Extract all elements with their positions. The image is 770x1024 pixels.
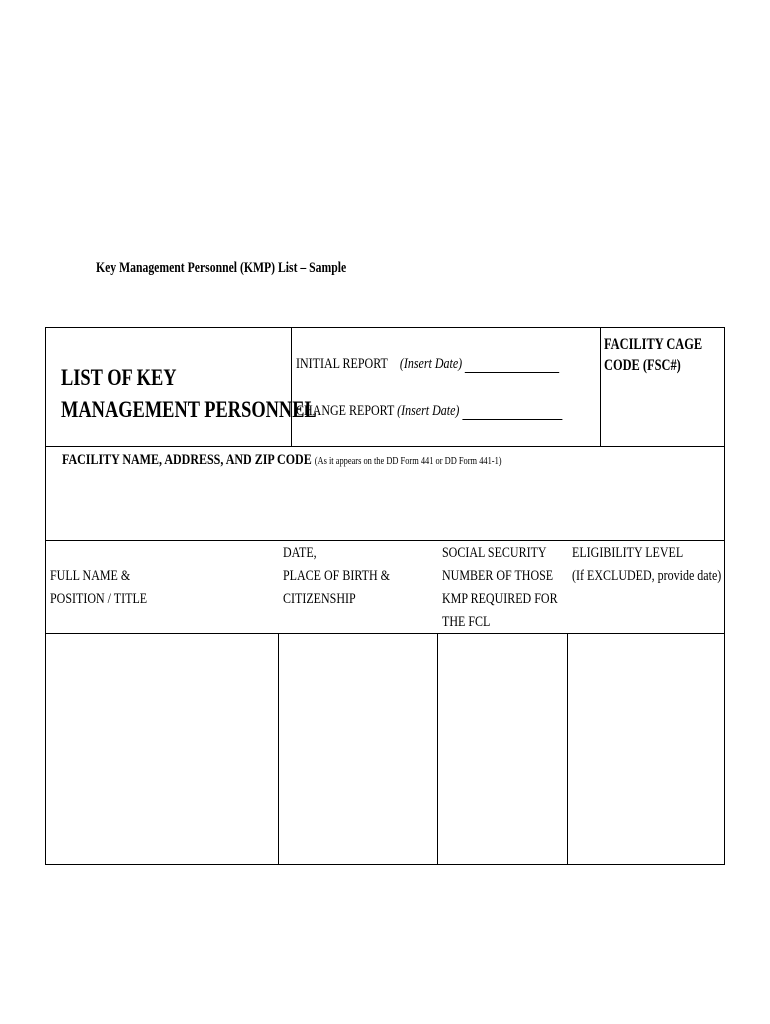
header-line: (If EXCLUDED, provide date) (572, 568, 722, 584)
header-line: SOCIAL SECURITY (442, 545, 547, 561)
kmp-form (45, 327, 725, 865)
document-caption: Key Management Personnel (KMP) List – Sample (96, 260, 347, 276)
change-report-label: CHANGE REPORT (296, 403, 395, 419)
change-date-field[interactable] (462, 407, 562, 420)
header-line: ELIGIBILITY LEVEL (572, 545, 684, 561)
column-header-ssn (442, 542, 586, 634)
facility-label-text: FACILITY NAME, ADDRESS, AND ZIP CODE (62, 452, 312, 468)
form-title-line-1: LIST OF KEY (61, 365, 177, 390)
facility-row[interactable] (46, 446, 724, 541)
form-title-line-2: MANAGEMENT PERSONNEL (61, 397, 317, 422)
header-line: POSITION / TITLE (50, 591, 148, 607)
header-line: KMP REQUIRED FOR (442, 591, 558, 607)
divider (600, 328, 601, 446)
facility-cage-code (604, 334, 727, 376)
form-header-row (46, 328, 724, 447)
facility-label (62, 452, 612, 469)
date-cell[interactable] (279, 633, 437, 864)
initial-date-field[interactable] (465, 360, 559, 373)
header-line: FULL NAME & (50, 568, 131, 584)
header-line: PLACE OF BIRTH & (283, 568, 390, 584)
header-line (50, 542, 147, 565)
column-header-row (46, 540, 724, 634)
initial-insert-date: (Insert Date) (399, 356, 463, 372)
header-line: DATE, (283, 545, 317, 561)
cage-label-line-2: CODE (FSC#) (604, 357, 681, 374)
initial-report-label: INITIAL REPORT (296, 356, 388, 372)
ssn-cell[interactable] (438, 633, 567, 864)
divider (291, 328, 292, 446)
name-cell[interactable] (46, 633, 278, 864)
header-line: NUMBER OF THOSE (442, 568, 554, 584)
column-header-name (50, 542, 171, 611)
change-insert-date: (Insert Date) (397, 403, 460, 419)
header-line: THE FCL (442, 614, 491, 630)
column-header-date (283, 542, 417, 611)
facility-note: (As it appears on the DD Form 441 or DD Form 441-1) (314, 456, 502, 467)
change-report-line (296, 403, 629, 420)
eligibility-cell[interactable] (568, 633, 723, 864)
initial-report-line (296, 356, 625, 373)
entry-row (46, 633, 724, 864)
column-header-eligibility (572, 542, 759, 588)
cage-label-line-1: FACILITY CAGE (604, 336, 703, 353)
header-line: CITIZENSHIP (283, 591, 356, 607)
